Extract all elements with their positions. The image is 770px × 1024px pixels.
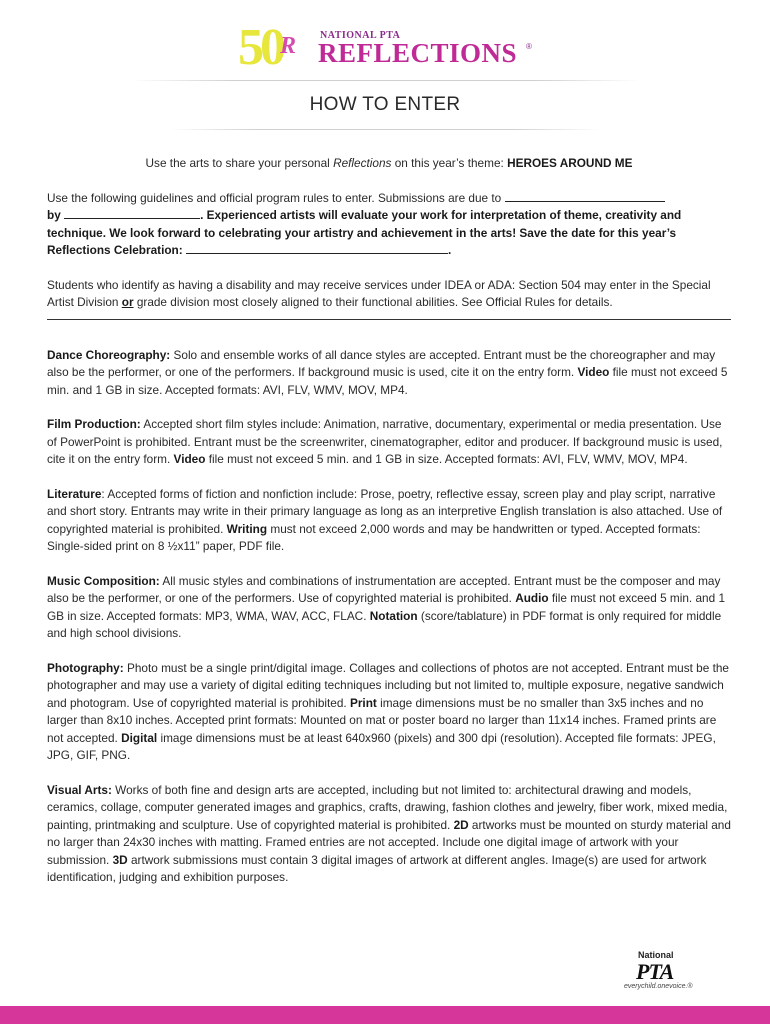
disability-text-1: Students who identify as having a disability and may receive services under IDEA or ADA: Section 504 may enter in the Special Artist Division <box>47 277 711 309</box>
pta-wordmark: PTA <box>636 959 674 984</box>
category-music <box>47 573 731 643</box>
logo-50-mark: 50 <box>238 19 282 76</box>
category-text: Accepted short film styles include: Animation, narrative, documentary, experimental or media presentation. Use of PowerPoint is prohibited. Entrant must be the screenwriter, cinematographer, editor and producer. If background music is used, cite it on the entry form. <box>47 417 723 466</box>
category-text: artworks must be mounted on sturdy material and no larger than 24x30 inches with matting. Framed entries are not accepted. Include one digital image of artwork with your submission. <box>47 817 731 867</box>
category-literature <box>47 486 731 556</box>
category-keyword: Video <box>577 365 610 379</box>
disability-text-2: grade division most closely aligned to their functional abilities. See Official Rules for details. <box>133 295 613 309</box>
header-rule <box>130 80 640 81</box>
category-keyword: Audio <box>515 591 549 605</box>
category-keyword: Notation <box>369 608 418 623</box>
disability-paragraph <box>47 277 731 312</box>
section-divider <box>47 319 731 320</box>
guidelines-paragraph <box>47 190 731 260</box>
or-word: or <box>121 295 134 309</box>
guidelines-end: . <box>447 243 452 257</box>
header <box>0 0 770 80</box>
category-visual-arts <box>47 782 731 887</box>
due-date-blank[interactable] <box>505 190 665 202</box>
category-text: Solo and ensemble works of all dance styles are accepted. Entrant must be the choreographer and may also be the performer, or one of the performers. If background music is used, cite it on the entry form. <box>47 347 716 379</box>
category-photography <box>47 660 731 765</box>
footer-color-bar <box>0 1006 770 1024</box>
category-label: Film Production: <box>47 417 141 431</box>
pta-tagline: everychild.onevoice.® <box>624 983 693 990</box>
theme-name: HEROES AROUND ME <box>507 156 633 170</box>
category-label: Photography: <box>47 660 124 675</box>
category-label: Music Composition: <box>47 573 160 588</box>
pta-national-label: National <box>638 950 674 960</box>
logo-org-name: NATIONAL PTA <box>320 30 401 41</box>
category-text: artwork submissions must contain 3 digital images of artwork at different angles. Image(s) are used for artwork identification, judging and exhibition purposes. <box>47 852 707 884</box>
theme-italic: Reflections <box>333 156 392 170</box>
category-keyword: 3D <box>112 852 128 867</box>
theme-prefix: Use the arts to share your personal <box>145 156 334 170</box>
category-keyword: Video <box>173 452 206 466</box>
category-text: : Accepted forms of fiction and nonfiction include: Prose, poetry, reflective essay, screen play and play script, narrative and short story. Entrants may write in their primary language as long as an interpretive English translation is also attached. Use of copyrighted material is prohibited. <box>47 486 723 536</box>
category-keyword: Writing <box>226 521 268 536</box>
category-text: All music styles and combinations of instrumentation are accepted. Entrant must be the composer and may also be the performer, or one of the performers. Use of copyrighted material is prohibited. <box>47 573 721 605</box>
category-text: must not exceed 2,000 words and may be handwritten or typed. Accepted formats: Single-sided print on 8 ½x11” paper, PDF file. <box>47 521 701 553</box>
category-text: file must not exceed 5 min. and 1 GB in size. Accepted formats: AVI, FLV, WMV, MOV, MP4. <box>47 365 728 397</box>
page-title: HOW TO ENTER <box>309 94 461 115</box>
logo-title: REFLECTIONS <box>318 38 518 68</box>
category-label: Literature <box>47 486 102 501</box>
category-text: Photo must be a single print/digital image. Collages and collections of photos are not accepted. Entrant must be the photographer and may use a variety of digital editing techniques including but not limited to, multiple exposure, negative sandwich and photogram. Use of copyrighted material is prohibited. <box>47 660 729 710</box>
due-time-blank[interactable] <box>64 207 200 219</box>
guidelines-text-1: Use the following guidelines and official program rules to enter. Submissions are due to <box>47 190 505 205</box>
category-text: file must not exceed 5 min. and 1 GB in size. Accepted formats: MP3, WMA, WAV, ACC, FLAC. <box>47 591 726 623</box>
category-text: Works of both fine and design arts are accepted, including but not limited to: architectural drawing and models, ceramics, collage, computer generated images and graphics, crafts, drawing, fashion clothes and jewelry, fiber work, mixed media, painting, printmaking and sculpture. Use of copyrighted material is prohibited. <box>47 782 728 832</box>
theme-middle: on this year’s theme: <box>391 156 508 170</box>
theme-line <box>47 155 731 173</box>
document-body <box>47 155 731 904</box>
category-label: Dance Choreography: <box>47 347 171 362</box>
category-keyword: 2D <box>453 817 469 832</box>
category-text: (score/tablature) in PDF format is only required for middle and high school divisions. <box>47 608 722 640</box>
category-label: Visual Arts: <box>47 782 112 797</box>
logo-r-mark: R <box>280 33 297 59</box>
category-text: image dimensions must be at least 640x960 (pixels) and 300 dpi (resolution). Accepted file formats: JPEG, JPG, GIF, PNG. <box>47 730 716 762</box>
category-keyword: Print <box>349 695 377 710</box>
category-text: image dimensions must be no smaller than 3x5 inches and no larger than 8x10 inches. Accepted print formats: Mounted on mat or poster board no larger than 11x14 inches. Framed prints are not accepted. <box>47 695 717 745</box>
category-keyword: Digital <box>121 730 158 745</box>
title-rule <box>170 129 600 130</box>
guidelines-text-2: . Experienced artists will evaluate your work for interpretation of theme, creativity and technique. We look forward to celebrating your artistry and achievement in the arts! Save the date for this year’s Reflections Celebration: <box>47 208 682 257</box>
category-dance <box>47 347 731 400</box>
by-label: by <box>47 208 61 222</box>
logo-registered-mark: ® <box>526 42 532 51</box>
celebration-date-blank[interactable] <box>186 242 448 254</box>
category-film <box>47 416 731 469</box>
category-text: file must not exceed 5 min. and 1 GB in size. Accepted formats: AVI, FLV, WMV, MOV, MP4. <box>205 452 688 466</box>
national-pta-logo <box>624 950 704 1000</box>
